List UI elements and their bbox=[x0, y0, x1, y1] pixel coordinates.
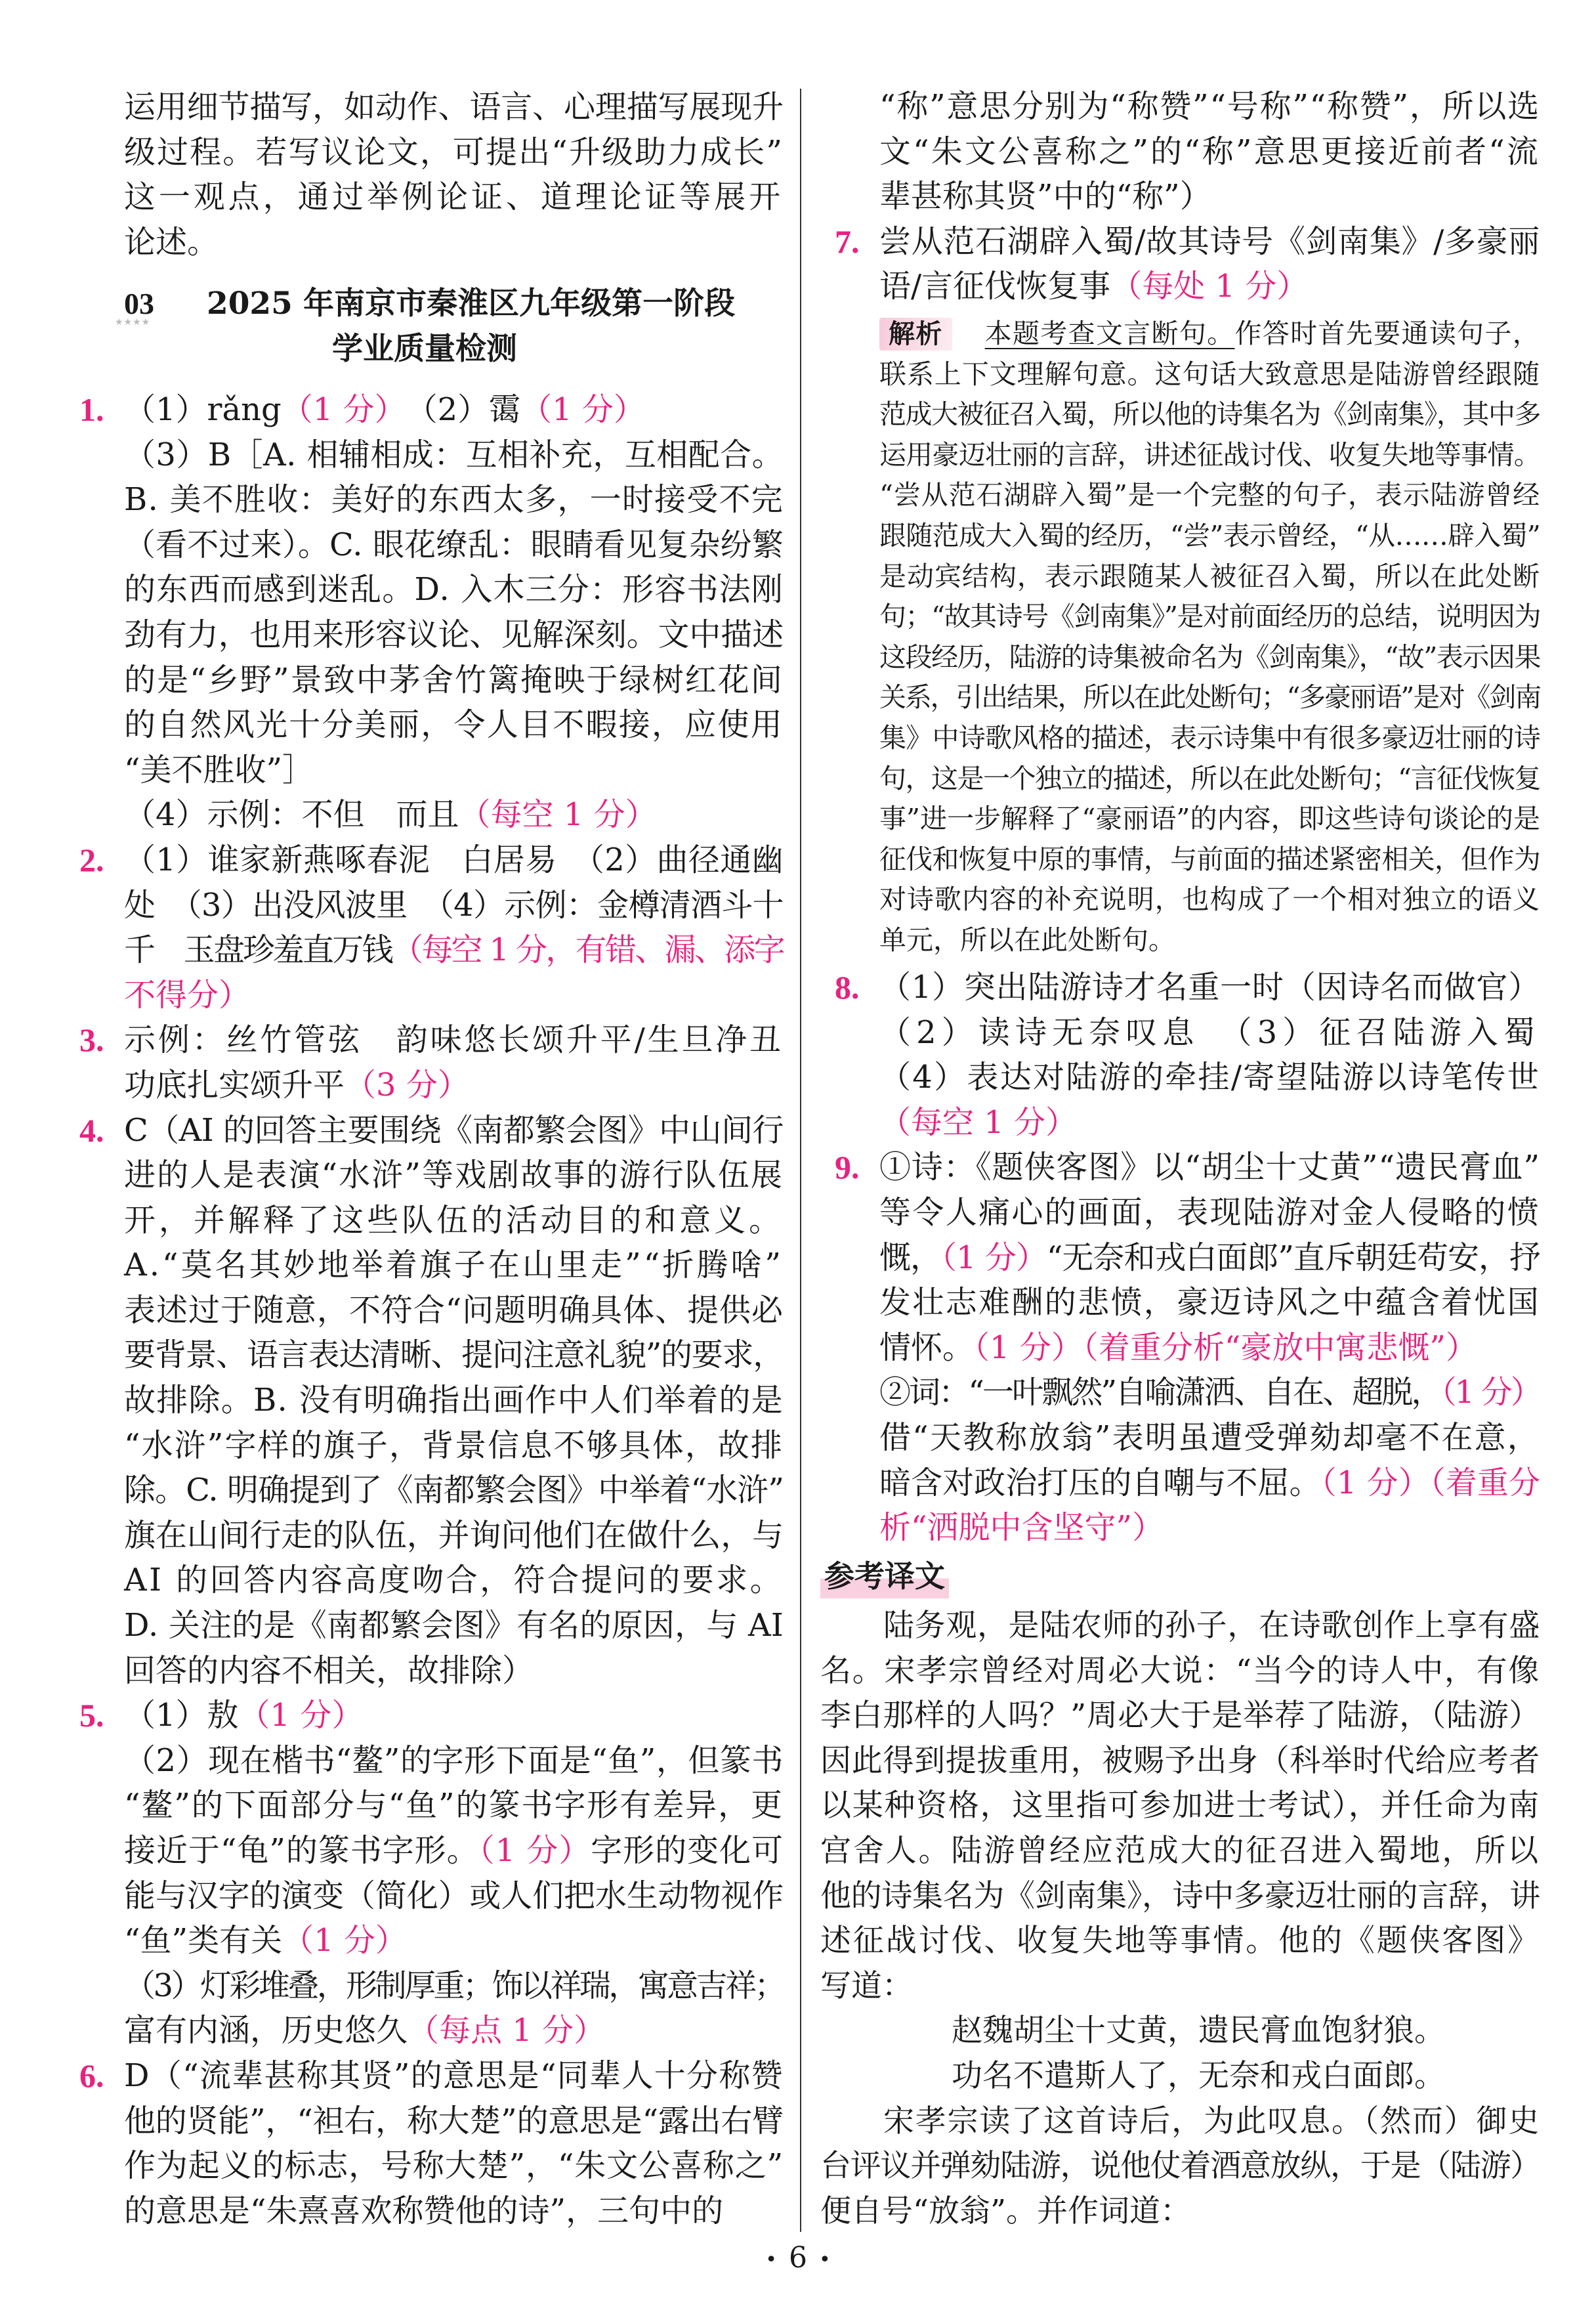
text-line: 写道： bbox=[820, 1967, 913, 2004]
text-line bbox=[124, 1828, 784, 1873]
analysis-first-rest: 作答时首先要通读句子， bbox=[1234, 318, 1541, 349]
text-line: （3）灯彩堆叠，形制厚重；饰以祥瑞，寓意吉祥； bbox=[124, 1967, 784, 2004]
section-number: 03 bbox=[124, 287, 154, 320]
text-segment: 暗含对政治打压的自嘲与不屈。 bbox=[879, 1464, 1321, 1501]
text-line: 联系上下文理解句意。这句话大致意思是陆游曾经跟随 bbox=[879, 358, 1540, 390]
text-segment: （1）敖 bbox=[124, 1697, 239, 1734]
analysis-box bbox=[879, 314, 1540, 961]
text-line: 的是“乡野”景致中茅舍竹篱掩映于绿树红花间 bbox=[124, 661, 784, 698]
analysis-label: 解析 bbox=[879, 318, 952, 351]
text-line: 处 （3）出没风波里 （4）示例：金樽清酒斗十 bbox=[124, 886, 784, 924]
text-line: 句，这是一个独立的描述，所以在此处断句；“言征伐恢复 bbox=[879, 762, 1540, 794]
text-line bbox=[879, 1100, 1540, 1145]
text-line: 范成大被征召入蜀，所以他的诗集名为《剑南集》，其中多 bbox=[879, 398, 1540, 431]
question-number: 2. bbox=[79, 841, 104, 878]
right-answer-list-top bbox=[835, 84, 1540, 309]
translation-paragraph bbox=[820, 2099, 1540, 2235]
text-line bbox=[879, 1325, 1540, 1371]
text-line: 开，并解释了这些队伍的活动目的和意义。 bbox=[124, 1201, 784, 1239]
translation-heading: 参考译文 bbox=[820, 1554, 949, 1598]
question-number: 3. bbox=[79, 1021, 104, 1059]
bullet-icon: • bbox=[765, 2248, 777, 2271]
text-line bbox=[879, 264, 1540, 309]
text-line: 关系，引出结果，所以在此处断句；“多豪丽语”是对《剑南 bbox=[879, 681, 1541, 714]
text-line: 运用细节描写，如动作、语言、心理描写展现升 bbox=[124, 89, 784, 125]
text-line: “鳌”的下面部分与“鱼”的篆书字形有差异，更 bbox=[124, 1787, 784, 1824]
text-line bbox=[124, 1063, 784, 1108]
text-segment: 功底扎实颂升平 bbox=[124, 1066, 345, 1103]
text-line: “尝从范石湖辟入蜀”是一个完整的句子，表示陆游曾经 bbox=[879, 479, 1540, 511]
text-line: 的意思是“朱熹喜欢称赞他的诗”，三句中的 bbox=[124, 2192, 724, 2229]
text-segment: 接近于“龟”的篆书字形。 bbox=[124, 1832, 479, 1869]
text-line: 等令人痛心的画面，表现陆游对金人侵略的愤 bbox=[879, 1193, 1540, 1231]
text-segment: （2）霭 bbox=[390, 391, 521, 428]
question-number: 4. bbox=[79, 1111, 104, 1149]
answer-paragraph bbox=[124, 1693, 784, 1738]
page-number bbox=[0, 2238, 1596, 2278]
text-segment: （1）rǎng bbox=[124, 391, 282, 428]
question-number: 7. bbox=[835, 223, 860, 260]
answer-paragraph bbox=[879, 965, 1540, 1145]
answer-paragraph bbox=[879, 1145, 1540, 1370]
section-heading bbox=[115, 281, 784, 373]
score-note: （1 分） bbox=[520, 391, 645, 428]
text-line: 集》中诗歌风格的描述，表示诗集中有很多豪迈壮丽的诗 bbox=[879, 721, 1540, 754]
answer-item bbox=[79, 1693, 784, 2053]
answer-paragraph bbox=[124, 433, 784, 793]
text-line: 赵魏胡尘十丈黄，遗民膏血饱豺狼。 bbox=[952, 2013, 1445, 2049]
analysis-key-point: 本题考查文言断句。 bbox=[984, 318, 1235, 349]
answer-paragraph bbox=[879, 219, 1540, 309]
score-note: （1 分） bbox=[282, 1922, 407, 1959]
text-line: AI 的回答内容高度吻合，符合提问的要求。 bbox=[124, 1562, 784, 1599]
answer-item bbox=[835, 1145, 1540, 1550]
text-line bbox=[124, 928, 784, 973]
score-note: （3 分） bbox=[345, 1066, 469, 1103]
text-line: 功名不遣斯人了，无奈和戎白面郎。 bbox=[952, 2057, 1445, 2094]
text-line bbox=[879, 1505, 1540, 1551]
text-line: 是动宾结构，表示跟随某人被征召入蜀，所以在此处断 bbox=[879, 560, 1540, 592]
column-divider bbox=[800, 89, 801, 2232]
score-note: 析“洒脱中含坚守”） bbox=[879, 1509, 1164, 1547]
text-line: 故排除。B. 没有明确指出画作中人们举着的是 bbox=[124, 1382, 784, 1419]
text-line: 劲有力，也用来形容议论、见解深刻。文中描述 bbox=[124, 616, 784, 653]
score-note: （每空 1 分） bbox=[879, 1103, 1078, 1141]
text-line: 宫舍人。陆游曾经应范成大的征召进入蜀地，所以 bbox=[820, 1832, 1541, 1869]
text-line: 对诗歌内容的补充说明，也构成了一个相对独立的语义 bbox=[879, 884, 1540, 916]
text-line: “美不胜收”］ bbox=[124, 751, 314, 788]
score-note: （1 分） bbox=[478, 1832, 591, 1869]
text-segment: 富有内涵，历史悠久 bbox=[124, 2012, 408, 2049]
question-number: 9. bbox=[835, 1149, 860, 1186]
text-segment: 字形的变化可 bbox=[591, 1832, 784, 1869]
text-line: D. 关注的是《南都繁会图》有名的原因，与 AI bbox=[124, 1607, 784, 1644]
score-note: （每空 1 分） bbox=[459, 796, 657, 834]
text-line: 级过程。若写议论文，可提出“升级助力成长” bbox=[124, 133, 784, 171]
score-note: （1 分）（着重分 bbox=[1320, 1464, 1540, 1501]
text-line: 述征战讨伐、收复失地等事情。他的《题侠客图》 bbox=[820, 1923, 1541, 1959]
text-line: 便自号“放翁”。并作词道： bbox=[820, 2192, 1192, 2229]
text-line bbox=[879, 1461, 1540, 1506]
text-line: 旗在山间行走的队伍，并询问他们在做什么，与 bbox=[124, 1516, 784, 1554]
text-line bbox=[124, 792, 784, 838]
text-line bbox=[124, 1693, 784, 1738]
answer-paragraph bbox=[124, 1108, 784, 1694]
score-note: （1 分） bbox=[281, 391, 390, 428]
text-line: 跟随范成大入蜀的经历，“尝”表示曾经，“从……辟入蜀” bbox=[879, 519, 1540, 551]
text-line: 要背景、语言表达清晰、提问注意礼貌”的要求， bbox=[124, 1337, 784, 1374]
text-line: （2）现在楷书“鳌”的字形下面是“鱼”，但篆书 bbox=[124, 1742, 784, 1779]
text-line: （1）突出陆游诗才名重一时（因诗名而做官） bbox=[879, 969, 1540, 1006]
text-line: 李白那样的人吗？”周必大于是举荐了陆游，（陆游） bbox=[820, 1698, 1541, 1734]
text-line: 的东西而感到迷乱。D. 入木三分：形容书法刚 bbox=[124, 571, 784, 609]
text-line: 这段经历，陆游的诗集被命名为《剑南集》，“故”表示因果 bbox=[879, 641, 1540, 673]
text-segment: ②词：“一叶飘然”自喻潇洒、自在、超脱， bbox=[879, 1374, 1441, 1411]
text-line: 台评议并弹劾陆游，说他仗着酒意放纵，于是（陆游） bbox=[820, 2148, 1540, 2185]
answer-paragraph bbox=[124, 792, 784, 838]
text-segment: “鱼”类有关 bbox=[124, 1922, 283, 1959]
answer-item bbox=[79, 387, 784, 838]
text-line: C（AI 的回答主要围绕《南都繁会图》中山间行 bbox=[124, 1111, 784, 1149]
score-note: 不得分） bbox=[124, 976, 251, 1014]
intro-text bbox=[124, 85, 784, 265]
answer-item bbox=[879, 84, 1540, 219]
text-line: （4）表达对陆游的牵挂/寄望陆游以诗笔传世 bbox=[879, 1059, 1540, 1096]
text-line: 发壮志难酬的悲愤，豪迈诗风之中蕴含着忧国 bbox=[879, 1284, 1540, 1321]
text-line bbox=[124, 973, 784, 1018]
text-line bbox=[124, 387, 784, 433]
text-line: 回答的内容不相关，故排除） bbox=[124, 1652, 534, 1689]
question-number: 6. bbox=[79, 2057, 104, 2094]
text-segment: 慨， bbox=[879, 1239, 942, 1276]
text-segment: （4）示例：不但 而且 bbox=[124, 796, 459, 834]
text-line: （1）谁家新燕啄春泥 白居易 （2）曲径通幽 bbox=[124, 841, 784, 878]
text-segment: “无奈和戎白面郎”直斥朝廷苟安，抒 bbox=[1046, 1239, 1540, 1276]
answer-paragraph bbox=[879, 1370, 1540, 1550]
poem-quote bbox=[820, 2009, 1540, 2099]
answer-paragraph bbox=[124, 1963, 784, 2053]
answer-item bbox=[835, 219, 1540, 309]
score-note: （1 分） bbox=[238, 1697, 364, 1734]
question-number: 8. bbox=[835, 969, 860, 1006]
text-line: （看不过来）。C. 眼花缭乱：眼睛看见复杂纷繁 bbox=[124, 526, 784, 563]
text-line: 单元，所以在此处断句。 bbox=[879, 924, 1175, 956]
answer-item bbox=[79, 1017, 784, 1107]
answer-paragraph bbox=[124, 838, 784, 1017]
score-note: （1 分） bbox=[1440, 1374, 1540, 1411]
text-line: 他的贤能”，“袒右，称大楚”的意思是“露出右臂 bbox=[124, 2102, 784, 2139]
answer-item bbox=[835, 965, 1540, 1145]
text-line: 辈甚称其贤”中的“称”） bbox=[879, 178, 1211, 215]
text-line: 征伐和恢复中原的事情，与前面的描述紧密相关，但作为 bbox=[879, 843, 1540, 875]
text-line bbox=[879, 1370, 1540, 1415]
text-line: 陆务观，是陆农师的孙子，在诗歌创作上享有盛 bbox=[883, 1608, 1541, 1644]
text-line: 借“天教称放翁”表明虽遭受弹劾却毫不在意， bbox=[879, 1419, 1540, 1456]
section-title-line1: 2025 年南京市秦淮区九年级第一阶段 bbox=[207, 286, 736, 322]
score-note: （1 分）（着重分析“豪放中寓悲慨”） bbox=[974, 1329, 1477, 1366]
text-line: 能与汉字的演变（简化）或人们把水生动物视作 bbox=[124, 1877, 784, 1914]
translation-paragraph bbox=[820, 1604, 1540, 2009]
score-note: （1 分） bbox=[941, 1239, 1047, 1276]
text-line: （3）B［A. 相辅相成：互相补充，互相配合。 bbox=[124, 436, 784, 473]
answer-paragraph bbox=[124, 2053, 784, 2233]
answer-paragraph bbox=[124, 1017, 784, 1107]
text-line bbox=[879, 1235, 1540, 1281]
text-line: “称”意思分别为“称赞”“号称”“称赞”，所以选 bbox=[879, 88, 1540, 125]
answer-item bbox=[79, 1108, 784, 1694]
text-line: 文“朱文公喜称之”的“称”意思更接近前者“流 bbox=[879, 133, 1540, 170]
text-line: 宋孝宗读了这首诗后，为此叹息。（然而）御史 bbox=[883, 2103, 1541, 2139]
score-note: （每空 1 分，有错、漏、添字 bbox=[391, 931, 784, 969]
text-line: 进的人是表演“水浒”等戏剧故事的游行队伍展 bbox=[124, 1157, 784, 1194]
question-number: 5. bbox=[79, 1697, 104, 1734]
text-line: 事”进一步解释了“豪丽语”的内容，即这些诗句谈论的是 bbox=[879, 803, 1540, 835]
text-line: 这一观点，通过举例论证、道理论证等展开 bbox=[124, 179, 784, 216]
answer-paragraph bbox=[124, 1738, 784, 1963]
text-line: 表述过于随意，不符合“问题明确具体、提供必 bbox=[124, 1291, 784, 1329]
text-line: B. 美不胜收：美好的东西太多，一时接受不完 bbox=[124, 481, 784, 519]
text-segment: 语/言征伐恢复事 bbox=[879, 268, 1111, 305]
stars-decoration-icon: ★★★★ bbox=[115, 317, 151, 328]
text-line: 以某种资格，这里指可参加进士考试），并任命为南 bbox=[820, 1787, 1540, 1824]
score-note: （每点 1 分） bbox=[408, 2012, 606, 2049]
text-line: 尝从范石湖辟入蜀/故其诗号《剑南集》/多豪丽 bbox=[879, 223, 1540, 260]
question-number: 1. bbox=[79, 391, 104, 428]
answer-item bbox=[79, 838, 784, 1017]
text-line: 的自然风光十分美丽，令人目不暇接，应使用 bbox=[124, 706, 784, 744]
score-note: （每处 1 分） bbox=[1110, 268, 1309, 305]
translation-body bbox=[820, 1604, 1540, 2234]
text-line: 因此得到提拔重用，被赐予出身（科举时代给应考者 bbox=[820, 1742, 1541, 1779]
text-line: 作为起义的标志，号称大楚”，“朱文公喜称之” bbox=[124, 2147, 784, 2185]
text-line: 他的诗集名为《剑南集》，诗中多豪迈壮丽的言辞，讲 bbox=[820, 1877, 1540, 1914]
text-segment: 千 玉盘珍羞直万钱 bbox=[124, 931, 392, 969]
text-line: ①诗：《题侠客图》以“胡尘十丈黄”“遗民膏血” bbox=[879, 1149, 1540, 1186]
answer-paragraph bbox=[879, 84, 1540, 219]
text-line: 示例：丝竹管弦 韵味悠长颂升平/生旦净丑 bbox=[124, 1021, 784, 1059]
text-segment: 情怀。 bbox=[879, 1329, 975, 1366]
text-line: 句；“故其诗号《剑南集》”是对前面经历的总结，说明因为 bbox=[879, 601, 1540, 633]
text-line: D（“流辈甚称其贤”的意思是“同辈人十分称赞 bbox=[124, 2057, 784, 2094]
text-line bbox=[124, 1918, 784, 1963]
text-line bbox=[124, 2008, 784, 2053]
analysis-first-line bbox=[879, 314, 1540, 354]
text-line: “水浒”字样的旗子，背景信息不够具体，故排 bbox=[124, 1426, 784, 1464]
analysis-body bbox=[879, 354, 1540, 961]
page-number-value: 6 bbox=[789, 2241, 807, 2275]
left-answer-list bbox=[79, 387, 784, 2233]
text-line: A.“莫名其妙地举着旗子在山里走”“折腾啥” bbox=[124, 1247, 784, 1284]
text-line: 论述。 bbox=[124, 223, 219, 261]
text-line: 运用豪迈壮丽的言辞，讲述征战讨伐、收复失地等事情。 bbox=[879, 438, 1540, 471]
text-line: 名。宋孝宗曾经对周必大说：“当今的诗人中，有像 bbox=[820, 1652, 1540, 1689]
text-line: 除。C. 明确提到了《南都繁会图》中举着“水浒” bbox=[124, 1472, 784, 1509]
bullet-icon: • bbox=[819, 2248, 831, 2271]
right-answer-list-bottom bbox=[835, 965, 1540, 1551]
answer-item bbox=[79, 2053, 784, 2233]
answer-paragraph bbox=[124, 387, 784, 433]
section-title-line2: 学业质量检测 bbox=[332, 331, 517, 367]
text-line: （2）读诗无奈叹息 （3）征召陆游入蜀 bbox=[879, 1014, 1540, 1051]
